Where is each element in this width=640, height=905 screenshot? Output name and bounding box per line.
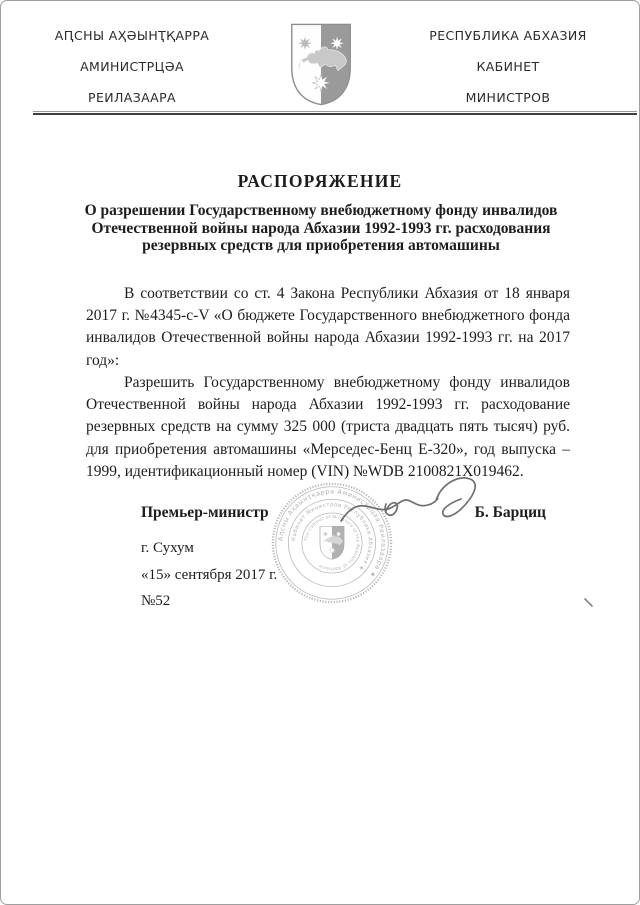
letterhead-line: МИНИСТРОВ (465, 90, 551, 105)
body-paragraph: В соответствии со ст. 4 Закона Республики Абхазия от 18 января 2017 г. №4345-с-V «О бюджете Государственного внебюджетного фонда инвалидов Отечественной войны народа Абхазии 1992-1993 гг. на 2017 год»: (86, 285, 570, 369)
stamp-ring-middle-text: Кабинет Министров Республики Абхазия ★ (291, 502, 373, 572)
footer-date: «15» сентября 2017 г. (141, 566, 278, 583)
letterhead-line: АМИНИСТРЦӘА (80, 59, 184, 74)
letterhead-line: РЕСПУБЛИКА АБХАЗИЯ (429, 28, 587, 43)
document-title: РАСПОРЯЖЕНИЕ (237, 171, 403, 191)
letterhead-line: КАБИНЕТ (476, 59, 540, 74)
signatory-name: Б. Барциц (474, 504, 546, 521)
stamp-ring-outer-text: Аԥсны Аҳәынҭқарра Аминистрцәа Реилазаара ★ (276, 487, 388, 580)
letterhead-line: АԤСНЫ АҲӘЫНҬҚАРРА (54, 28, 210, 43)
signatory-position: Премьер-министр (141, 504, 269, 521)
body-paragraph: Разрешить Государственному внебюджетному фонду инвалидов Отечественной войны народа Абхазии 1992-1993 гг. расходование резервных средств на сумму 325 000 (триста двадцать пять тысяч) руб. для приобретения автомашины «Мерседес-Бенц Е-320», год выпуска – 1999, идентификационный номер (VIN) №WDB 2100821X019462. (86, 374, 570, 480)
ink-speck (583, 597, 595, 609)
stamp-ring-inner-text: The Cabinet of Ministers of the Republic of Abkhazia (304, 515, 360, 571)
letterhead-russian (405, 29, 611, 122)
letterhead-line: РЕИЛАЗААРА (88, 90, 176, 105)
subject-line: резервных средств для приобретения автомашины (142, 237, 500, 254)
document-subject (71, 202, 571, 255)
footer-number: №52 (141, 593, 171, 609)
document-footer (141, 535, 277, 615)
handwritten-signature (339, 471, 489, 539)
footer-city: г. Сухум (141, 540, 194, 556)
header-divider (33, 111, 637, 115)
letterhead-abkhaz (29, 29, 235, 122)
divider-thin-line (33, 111, 637, 112)
subject-line: Отечественной войны народа Абхазии 1992-1993 гг. расходования (91, 219, 551, 237)
subject-line: О разрешении Государственному внебюджетному фонду инвалидов (84, 202, 558, 219)
abkhazia-coat-of-arms-icon (288, 19, 354, 109)
divider-thick-line (33, 113, 637, 115)
